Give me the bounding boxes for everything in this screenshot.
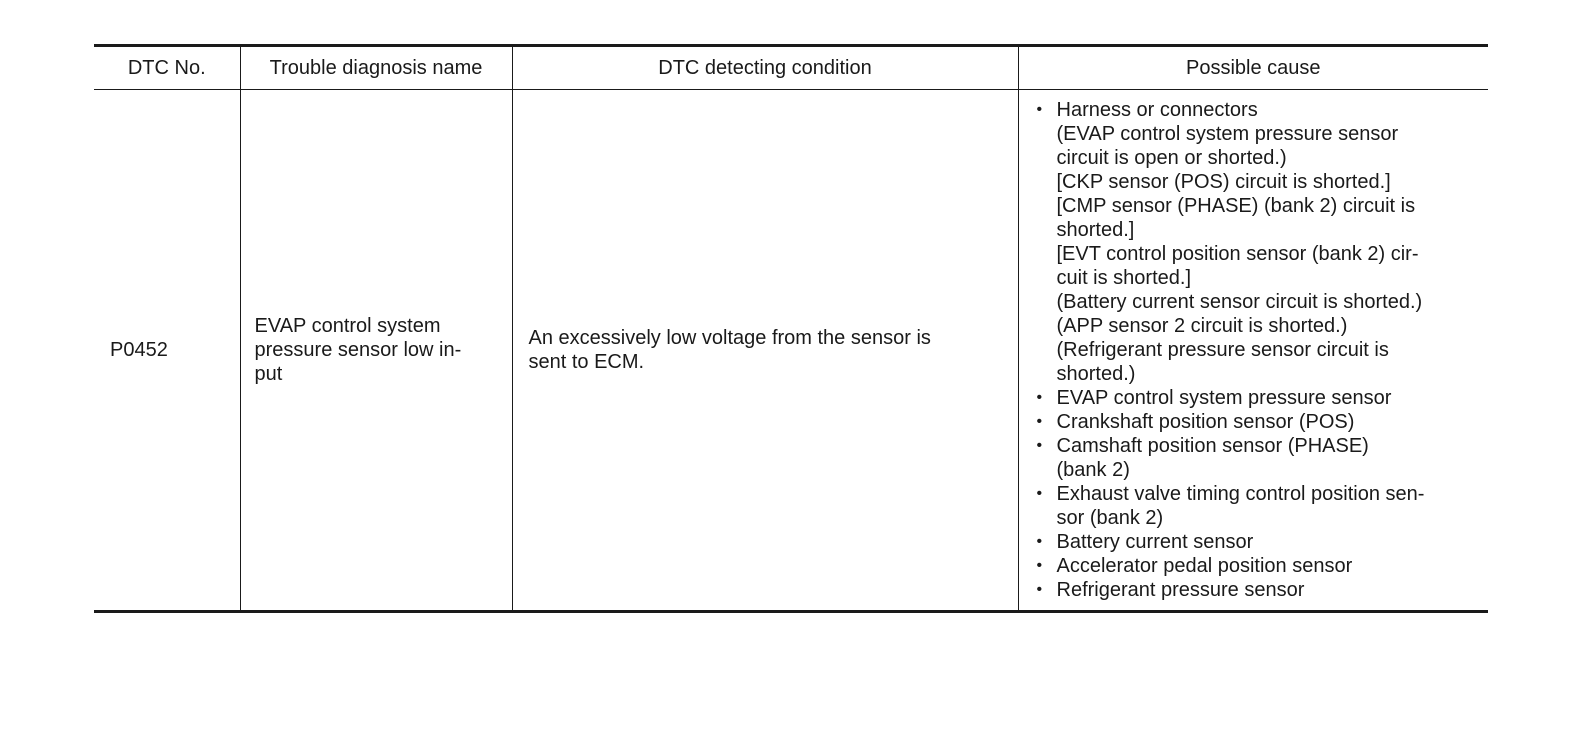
cause-line: Accelerator pedal position sensor	[1056, 555, 1353, 577]
cause-text	[1057, 98, 1479, 386]
cause-sub-line: cuit is shorted.]	[1056, 267, 1192, 289]
cell-dtc-no	[94, 90, 240, 612]
cause-line: • Harness or connectors	[1056, 99, 1258, 121]
cell-detecting-condition	[512, 90, 1018, 612]
cell-diagnosis-name	[240, 90, 512, 612]
cause-line: • Exhaust valve timing control position sen-	[1056, 483, 1425, 505]
diagnosis-name	[255, 314, 502, 386]
header-row	[94, 46, 1488, 90]
cause-sub-line: [EVT control position sensor (bank 2) cir-	[1056, 243, 1419, 265]
diagnosis-name-line: pressure sensor low in-	[254, 339, 462, 361]
cause-list	[1033, 98, 1479, 602]
condition-line: sent to ECM.	[528, 351, 645, 373]
diagnosis-name-line: EVAP control system	[254, 315, 441, 337]
cause-line: (bank 2)	[1056, 459, 1130, 481]
diagnosis-name-line: put	[254, 363, 283, 385]
cause-line: Refrigerant pressure sensor	[1056, 579, 1305, 601]
cause-line: Battery current sensor	[1056, 531, 1254, 553]
condition-line: An excessively low voltage from the sensor is	[528, 327, 931, 349]
cause-sub-line: (APP sensor 2 circuit is shorted.)	[1056, 315, 1348, 337]
cause-line: EVAP control system pressure sensor	[1056, 387, 1392, 409]
cause-text	[1057, 482, 1479, 530]
cause-item-accelerator-sensor	[1033, 554, 1479, 578]
cause-item-camshaft-sensor	[1033, 434, 1479, 482]
cause-item-refrigerant-sensor	[1033, 578, 1479, 602]
cause-sub-line: (Refrigerant pressure sensor circuit is	[1056, 339, 1389, 361]
dtc-table	[94, 44, 1488, 613]
cause-sub-line: [CMP sensor (PHASE) (bank 2) circuit is	[1056, 195, 1416, 217]
cause-item-crankshaft-sensor	[1033, 410, 1479, 434]
header-detecting-condition: DTC detecting condition	[512, 46, 1018, 90]
cause-line: • Camshaft position sensor (PHASE)	[1056, 435, 1369, 457]
cause-sub-line: shorted.]	[1056, 219, 1135, 241]
header-possible-cause: Possible cause	[1018, 46, 1488, 90]
dtc-code: P0452	[110, 339, 168, 361]
cause-text	[1057, 434, 1479, 482]
cause-item-battery-sensor	[1033, 530, 1479, 554]
cell-possible-cause	[1018, 90, 1488, 612]
table-row	[94, 90, 1488, 612]
cause-line: Crankshaft position sensor (POS)	[1056, 411, 1355, 433]
cause-line: sor (bank 2)	[1056, 507, 1164, 529]
header-dtc-no: DTC No.	[94, 46, 240, 90]
table-header	[94, 46, 1488, 90]
cause-sub-line: circuit is open or shorted.)	[1056, 147, 1287, 169]
cause-sub-line: shorted.)	[1056, 363, 1136, 385]
cause-sub-line: [CKP sensor (POS) circuit is shorted.]	[1056, 171, 1391, 193]
cause-item-evap-sensor	[1033, 386, 1479, 410]
cause-sub-line: (EVAP control system pressure sensor	[1056, 123, 1399, 145]
header-diagnosis-name: Trouble diagnosis name	[240, 46, 512, 90]
detecting-condition	[529, 326, 1008, 374]
cause-item-harness	[1033, 98, 1479, 386]
cause-item-exhaust-valve-sensor	[1033, 482, 1479, 530]
cause-sub-line: (Battery current sensor circuit is shorted.)	[1056, 291, 1423, 313]
